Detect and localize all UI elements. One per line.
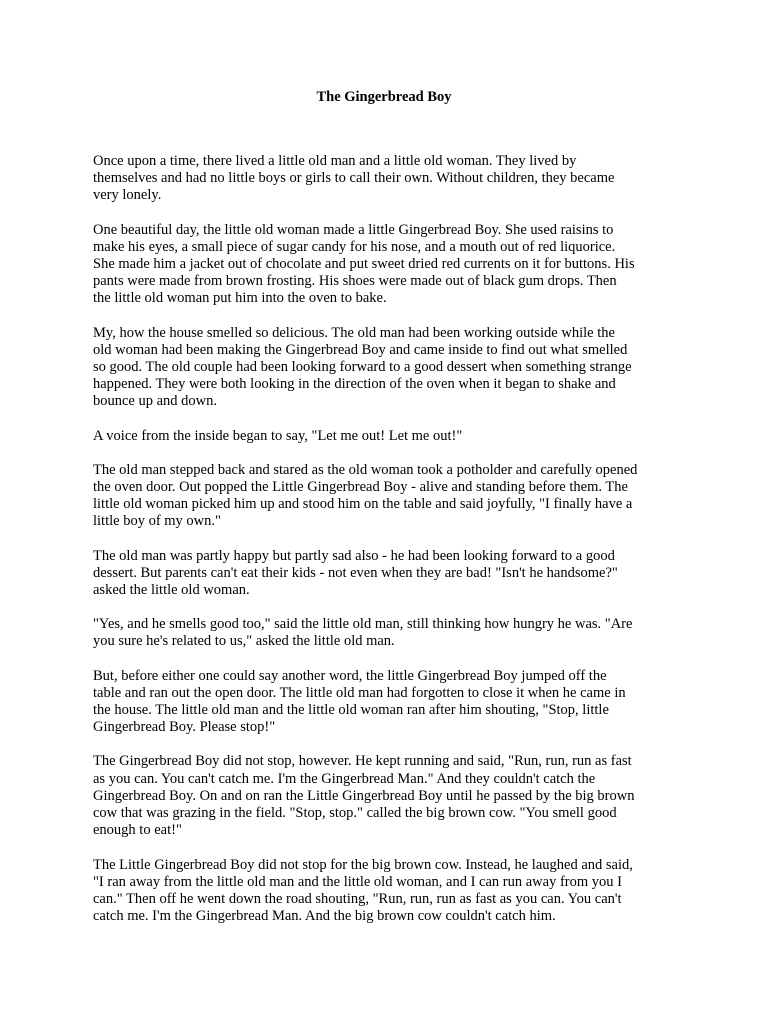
paragraph — [93, 428, 683, 445]
paragraph — [93, 222, 683, 308]
text-line: the oven door. Out popped the Little Gingerbread Boy - alive and standing before them. The — [93, 479, 628, 496]
text-line: The Little Gingerbread Boy did not stop for the big brown cow. Instead, he laughed and said, — [93, 856, 633, 873]
paragraph — [93, 325, 683, 411]
text-line: Once upon a time, there lived a little old man and a little old woman. They lived by — [93, 153, 577, 169]
text-line: little old woman picked him up and stood him on the table and said joyfully, "I finally have a — [93, 496, 633, 513]
text-line: catch me. I'm the Gingerbread Man. And the big brown cow couldn't catch him. — [93, 908, 556, 925]
text-line: make his eyes, a small piece of sugar candy for his nose, and a mouth out of red liquorice. — [93, 238, 616, 255]
document-body — [93, 153, 683, 942]
text-line: But, before either one could say another word, the little Gingerbread Boy jumped off the — [93, 667, 607, 684]
text-line: pants were made from brown frosting. His shoes were made out of black gum drops. Then — [93, 273, 617, 290]
text-line: little boy of my own." — [93, 513, 221, 530]
text-line: "I ran away from the little old man and the little old woman, and I can run away from you I — [93, 873, 622, 890]
text-line: enough to eat!" — [93, 822, 182, 839]
paragraph — [93, 616, 683, 650]
text-line: One beautiful day, the little old woman made a little Gingerbread Boy. She used raisins to — [93, 221, 614, 238]
text-line: very lonely. — [93, 187, 162, 204]
text-line: old woman had been making the Gingerbread Boy and came inside to find out what smelled — [93, 341, 628, 358]
text-line: so good. The old couple had been looking forward to a good dessert when something strange — [93, 359, 632, 376]
text-line: cow that was grazing in the field. "Stop, stop." called the big brown cow. "You smell good — [93, 805, 617, 822]
paragraph — [93, 753, 683, 839]
paragraph — [93, 462, 683, 531]
text-line: "Yes, and he smells good too," said the little old man, still thinking how hungry he was. "Are — [93, 616, 633, 633]
text-line: The old man was partly happy but partly sad also - he had been looking forward to a good — [93, 547, 615, 564]
text-line: My, how the house smelled so delicious. The old man had been working outside while the — [93, 324, 615, 341]
paragraph — [93, 153, 683, 205]
text-line: asked the little old woman. — [93, 582, 250, 599]
text-line: She made him a jacket out of chocolate and put sweet dried red currents on it for buttons. His — [93, 256, 635, 273]
text-line: as you can. You can't catch me. I'm the Gingerbread Man." And they couldn't catch the — [93, 770, 596, 787]
text-line: themselves and had no little boys or girls to call their own. Without children, they became — [93, 170, 615, 187]
text-line: the little old woman put him into the oven to bake. — [93, 290, 387, 307]
text-line: happened. They were both looking in the direction of the oven when it began to shake and — [93, 376, 616, 393]
paragraph — [93, 668, 683, 737]
text-line: Gingerbread Boy. Please stop!" — [93, 719, 276, 736]
text-line: dessert. But parents can't eat their kids - not even when they are bad! "Isn't he handsome?" — [93, 564, 618, 581]
text-line: The Gingerbread Boy did not stop, however. He kept running and said, "Run, run, run as fast — [93, 753, 632, 770]
text-line: you sure he's related to us," asked the little old man. — [93, 633, 395, 650]
document-title: The Gingerbread Boy — [316, 89, 452, 105]
paragraph — [93, 857, 683, 926]
text-line: Gingerbread Boy. On and on ran the Little Gingerbread Boy until he passed by the big brown — [93, 787, 635, 804]
text-line: the house. The little old man and the little old woman ran after him shouting, "Stop, little — [93, 702, 609, 719]
text-line: A voice from the inside began to say, "Let me out! Let me out!" — [93, 427, 463, 444]
paragraph — [93, 548, 683, 600]
text-line: bounce up and down. — [93, 393, 218, 410]
text-line: The old man stepped back and stared as the old woman took a potholder and carefully opened — [93, 461, 638, 478]
text-line: table and ran out the open door. The little old man had forgotten to close it when he came in — [93, 684, 626, 701]
text-line: can." Then off he went down the road shouting, "Run, run, run as fast as you can. You can't — [93, 890, 622, 907]
